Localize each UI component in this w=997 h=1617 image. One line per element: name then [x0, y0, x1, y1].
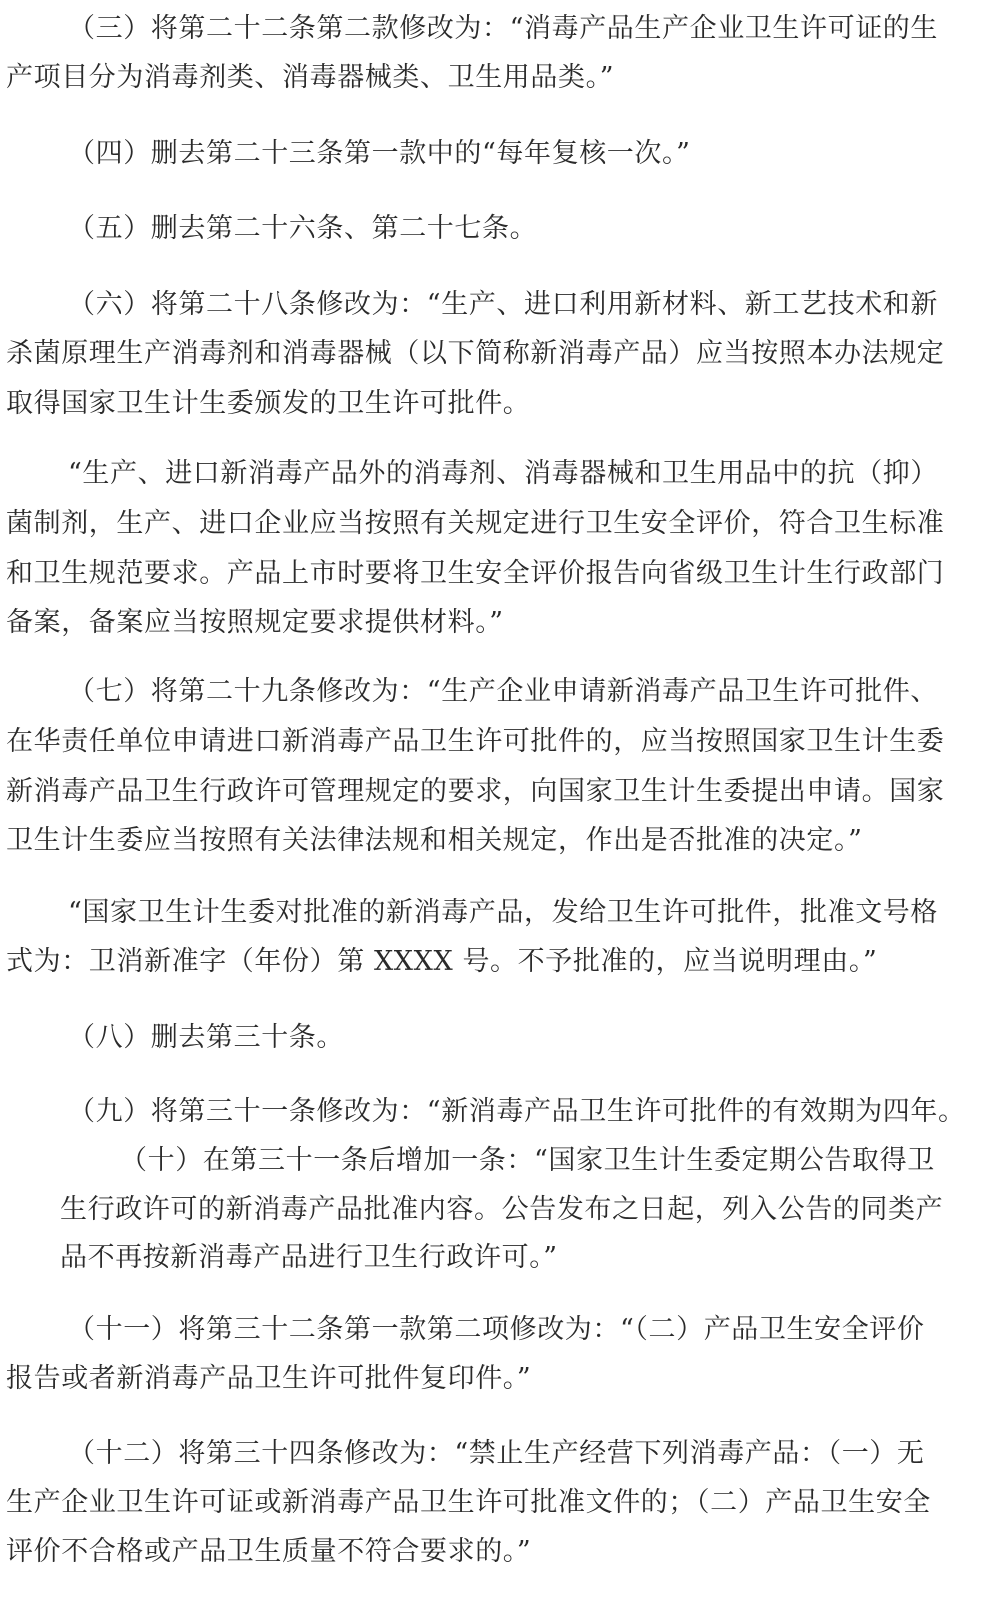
- text-line: （六）将第二十八条修改为：“生产、进口利用新材料、新工艺技术和新: [68, 289, 939, 320]
- text-line: 新消毒产品卫生行政许可管理规定的要求，向国家卫生计生委提出申请。国家: [6, 776, 945, 807]
- text-line: 生产企业卫生许可证或新消毒产品卫生许可批准文件的；（二）产品卫生安全: [6, 1487, 931, 1518]
- text-line: “生产、进口新消毒产品外的消毒剂、消毒器械和卫生用品中的抗（抑）: [68, 458, 939, 489]
- text-line: （七）将第二十九条修改为：“生产企业申请新消毒产品卫生许可批件、: [68, 676, 939, 707]
- text-line: “国家卫生计生委对批准的新消毒产品，发给卫生许可批件，批准文号格: [68, 897, 939, 928]
- text-line: （四）删去第二十三条第一款中的“每年复核一次。”: [68, 138, 691, 169]
- text-line: 杀菌原理生产消毒剂和消毒器械（以下简称新消毒产品）应当按照本办法规定: [6, 338, 945, 369]
- text-line: 卫生计生委应当按照有关法律法规和相关规定，作出是否批准的决定。”: [6, 825, 863, 856]
- text-line: 式为：卫消新准字（年份）第 XXXX 号。不予批准的，应当说明理由。”: [6, 946, 878, 977]
- text-line: 评价不合格或产品卫生质量不符合要求的。”: [6, 1536, 532, 1567]
- text-line: （八）删去第三十条。: [68, 1022, 344, 1053]
- text-line: 在华责任单位申请进口新消毒产品卫生许可批件的，应当按照国家卫生计生委: [6, 726, 945, 757]
- text-line: 和卫生规范要求。产品上市时要将卫生安全评价报告向省级卫生计生行政部门: [6, 558, 945, 589]
- text-line: 产项目分为消毒剂类、消毒器械类、卫生用品类。”: [6, 62, 615, 93]
- text-line: （三）将第二十二条第二款修改为：“消毒产品生产企业卫生许可证的生: [68, 13, 939, 44]
- text-line: 备案，备案应当按照规定要求提供材料。”: [6, 607, 504, 638]
- text-line: 取得国家卫生计生委颁发的卫生许可批件。: [6, 388, 531, 419]
- text-line: （五）删去第二十六条、第二十七条。: [68, 213, 538, 244]
- text-line: 生行政许可的新消毒产品批准内容。公告发布之日起，列入公告的同类产: [60, 1194, 944, 1225]
- text-line: （九）将第三十一条修改为：“新消毒产品卫生许可批件的有效期为四年。: [68, 1096, 966, 1127]
- text-line: （十一）将第三十二条第一款第二项修改为：“（二）产品卫生安全评价: [68, 1314, 925, 1345]
- text-line: （十二）将第三十四条修改为：“禁止生产经营下列消毒产品：（一）无: [68, 1438, 925, 1469]
- text-line: 品不再按新消毒产品进行卫生行政许可。”: [60, 1242, 558, 1273]
- text-line: 报告或者新消毒产品卫生许可批件复印件。”: [6, 1363, 532, 1394]
- text-line: 菌制剂，生产、进口企业应当按照有关规定进行卫生安全评价，符合卫生标准: [6, 508, 945, 539]
- text-line: （十）在第三十一条后增加一条：“国家卫生计生委定期公告取得卫: [120, 1145, 935, 1176]
